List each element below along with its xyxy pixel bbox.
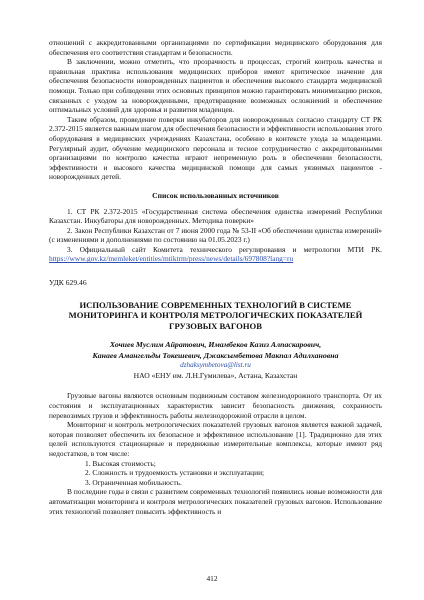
author-email[interactable]: dzhaksymbetova@list.ru (180, 360, 251, 369)
article-paragraph-1: Грузовые вагоны являются основным подвижным составом железнодорожного транспорта. От их состояния и эксплуатационных характеристик зависит безопасность движения, сохранность перевозимых грузов и эффективность работы железнодорожной отрасли в целом. (49, 391, 382, 420)
reference-item-3-text: 3. Официальный сайт Комитета технического регулирования и метрологии МТИ РК. (67, 244, 382, 254)
authors-line-2: Канаев Амангельды Токешевич, Джаксымбетова Макпал Адилхановна (92, 350, 339, 360)
reference-item-1: 1. СТ РК 2.372-2015 «Государственная система обеспечения единства измерений Республики Казахстан. Инкубаторы для новорожденных. Методика поверки» (49, 206, 382, 226)
article-paragraph-2: Мониторинг и контроль метрологических показателей грузовых вагонов является важной задачей, которая позволяет обеспечить их безопасное и эффективное использование [1]. Традиционно для этих целей используются стационарные и передвижные измерительные комплексы, которые имеют ряд недостатков, в том числе: (49, 420, 382, 458)
affiliation: НАО «ЕНУ им. Л.Н.Гумилева», Астана, Казахстан (133, 370, 298, 380)
intro-paragraph-1: отношений с аккредитованными организациями по сертификации медицинского оборудования для обеспечения его соответствия стандартам и безопасности. (49, 38, 382, 57)
reference-item-2: 2. Закон Республики Казахстан от 7 июня 2000 года № 53-II «Об обеспечении единства измерений» (с изменениями и дополнениями по состоянию на 01.05.2023 г.) (49, 225, 382, 245)
list-item: 1. Высокая стоимость; (85, 458, 156, 468)
article-paragraph-3: В последние годы в связи с развитием современных технологий появились новые возможности для автоматизации мониторинга и контроля метрологических показателей грузовых вагонов. Использование этих технологий позволяет повысить эффективность и (49, 487, 382, 516)
intro-paragraph-3: Таким образом, проведение поверки инкубаторов для новорожденных согласно стандарту СТ РК 2.372-2015 является важным шагом для обеспечения безопасности и эффективности использования этого оборудования в медицинских учреждениях Казахстана, особенно в контексте ухода за младенцами. Регулярный аудит, обучение медицинского персонала и тесное сотрудничество с аккредитованными организациями по контролю качества играют непременную роль в обеспечении безопасности, эффективности и высокого качества медицинской помощи для самых уязвимых пациентов - новорожденных детей. (49, 114, 382, 182)
reference-item-3-link[interactable]: https://www.gov.kz/memleket/entities/mtiktrm/press/news/details/697808?lang=ru (49, 254, 294, 264)
intro-paragraph-2: В заключении, можно отметить, что прозрачность в процессах, строгий контроль качества и правильная практика использования медицинских приборов имеют критическое значение для обеспечения безопасности новорожденных пациентов и обеспечения высокого стандарта медицинской помощи. Только при соблюдении этих основных принципов можно гарантировать минимизацию рисков, связанных с уходом за новорожденными, предотвращение возможных осложнений и обеспечение оптимальных условий для здоровья и развития младенцев. (49, 57, 382, 115)
reference-item-3 (49, 245, 382, 264)
udk-code: УДК 629.46 (49, 278, 87, 288)
page-number: 412 (206, 574, 218, 583)
authors-line-1: Хочиев Муслим Айратович, Имамбеков Казиз Алпаскарович, (109, 340, 322, 350)
references-heading: Список использованных источников (152, 190, 279, 200)
list-item: 2. Сложность и трудоемкость установки и эксплуатации; (85, 468, 265, 478)
article-title: ИСПОЛЬЗОВАНИЕ СОВРЕМЕННЫХ ТЕХНОЛОГИЙ В СИСТЕМЕ МОНИТОРИНГА И КОНТРОЛЯ МЕТРОЛОГИЧЕСКИХ ПОКАЗАТЕЛЕЙ ГРУЗОВЫХ ВАГОНОВ (68, 299, 363, 331)
list-item: 3. Ограниченная мобильность. (85, 477, 182, 487)
